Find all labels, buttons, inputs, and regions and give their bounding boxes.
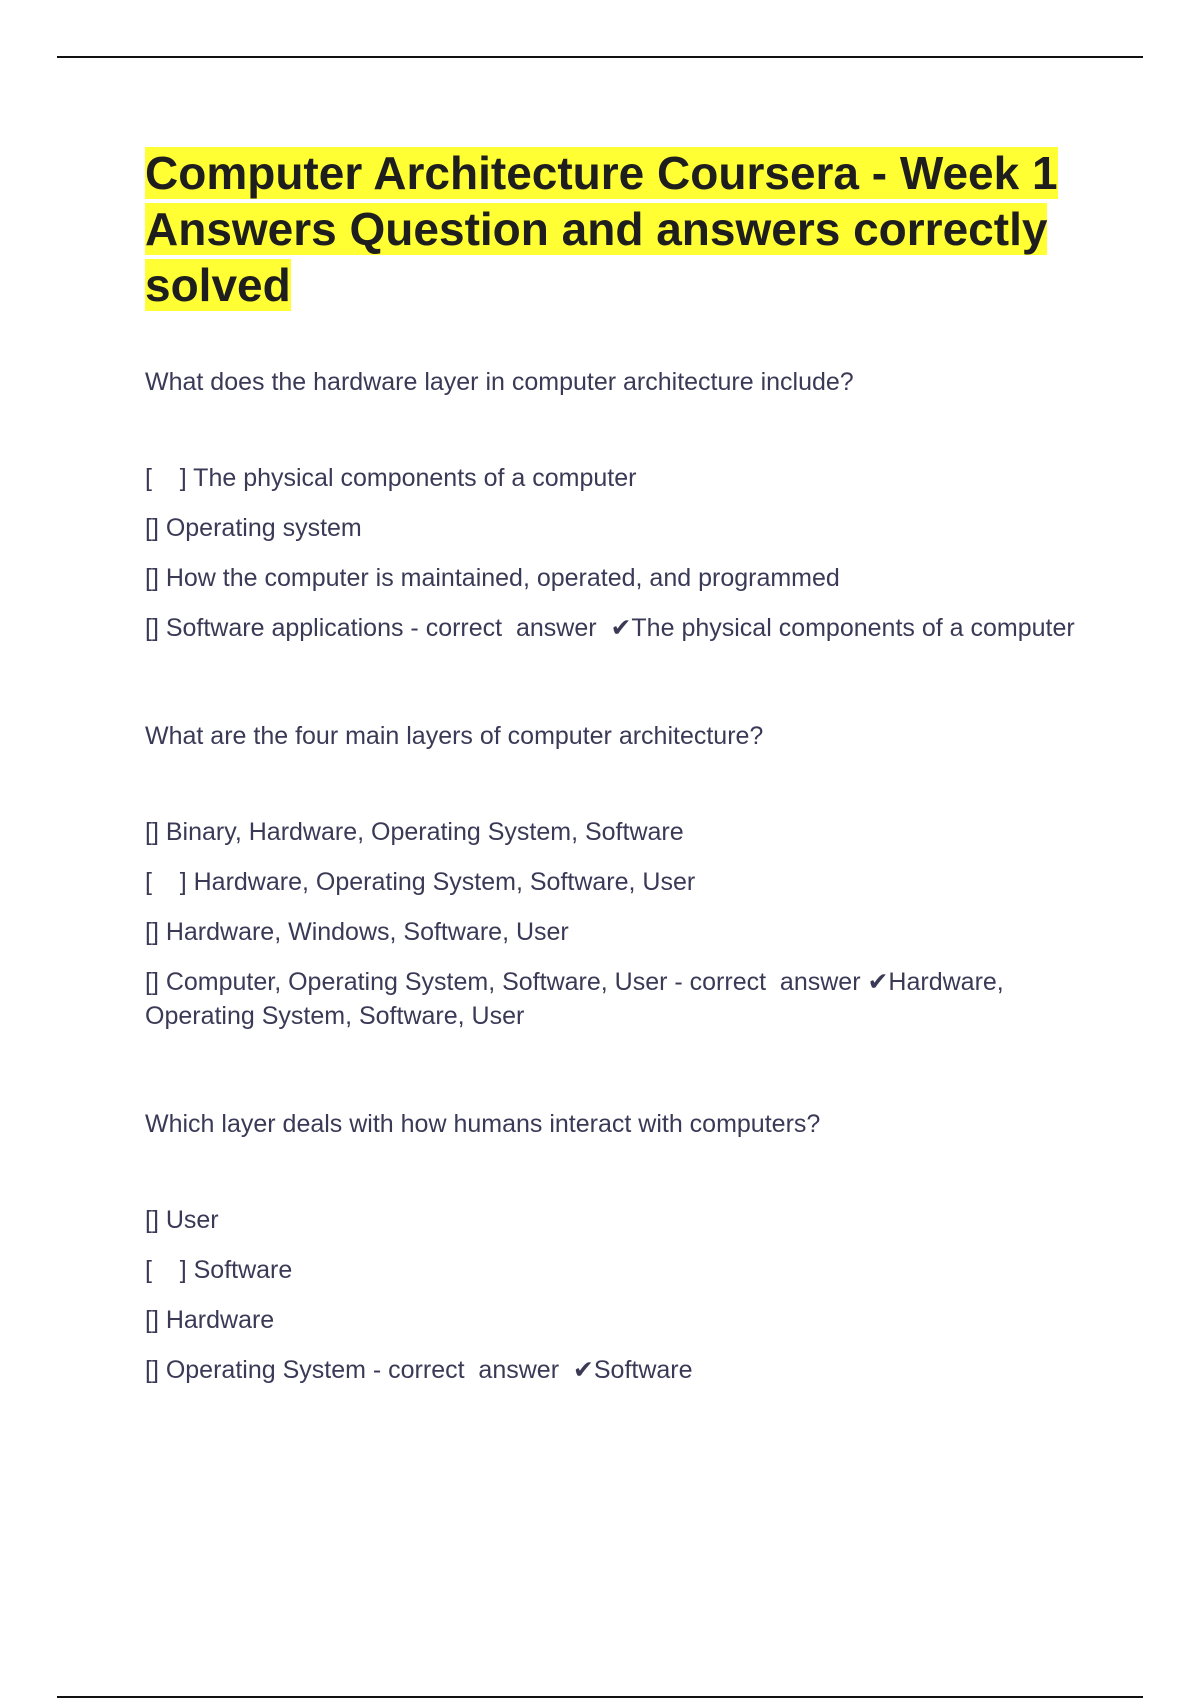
- option-3-2: [ ] Software: [145, 1256, 293, 1284]
- option-3-1: [] User: [145, 1206, 219, 1234]
- option-1-1: [ ] The physical components of a computer: [145, 464, 637, 492]
- option-2-2: [ ] Hardware, Operating System, Software, User: [145, 868, 696, 896]
- option-1-3: [] How the computer is maintained, operated, and programmed: [145, 564, 840, 592]
- question-1-options: [145, 461, 1075, 645]
- option-1-4-with-answer: [] Software applications - correct answer ✔The physical components of a computer: [145, 614, 1075, 642]
- option-1-2: [] Operating system: [145, 514, 362, 542]
- title-highlight: Computer Architecture Coursera - Week 1 Answers Question and answers correctly solved: [145, 147, 1058, 311]
- bottom-rule: [57, 1696, 1143, 1698]
- option-2-1: [] Binary, Hardware, Operating System, Software: [145, 818, 684, 846]
- question-3-options: [145, 1203, 1075, 1387]
- question-2-options: [145, 815, 1075, 1033]
- document-title: [145, 145, 1075, 313]
- top-rule: [57, 56, 1143, 58]
- option-2-3: [] Hardware, Windows, Software, User: [145, 918, 569, 946]
- question-1: What does the hardware layer in computer architecture include?: [145, 368, 854, 396]
- option-2-4-with-answer: [] Computer, Operating System, Software, User - correct answer ✔Hardware, Operating System, Software, User: [145, 968, 1011, 1030]
- option-3-4-with-answer: [] Operating System - correct answer ✔Software: [145, 1356, 693, 1384]
- question-2: What are the four main layers of computer architecture?: [145, 722, 764, 750]
- document-body: [145, 145, 1075, 1387]
- option-3-3: [] Hardware: [145, 1306, 275, 1334]
- question-3: Which layer deals with how humans interact with computers?: [145, 1110, 821, 1138]
